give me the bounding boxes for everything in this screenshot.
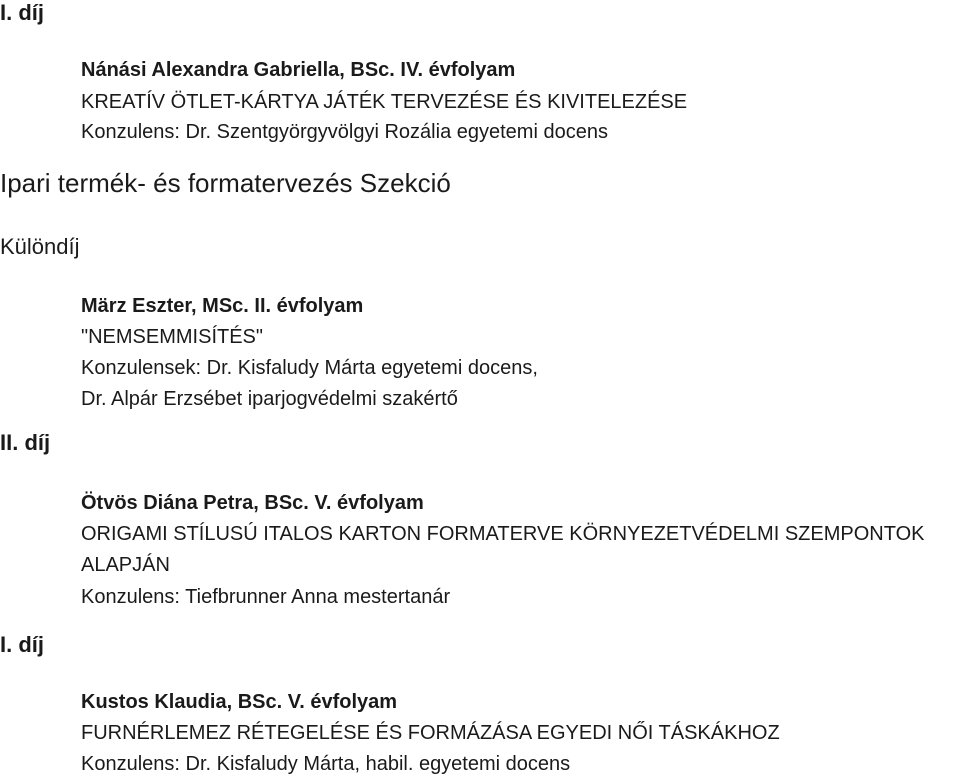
project-title: ORIGAMI STÍLUSÚ ITALOS KARTON FORMATERVE KÖRNYEZETVÉDELMI SZEMPONTOK (81, 523, 925, 545)
consultant: Konzulens: Dr. Kisfaludy Márta, habil. egyetemi docens (81, 753, 571, 775)
project-title-continued: ALAPJÁN (81, 554, 170, 576)
consultant: Konzulens: Tiefbrunner Anna mestertanár (81, 586, 451, 608)
consultant: Konzulensek: Dr. Kisfaludy Márta egyetemi docens, (81, 357, 538, 379)
project-title: "NEMSEMMISÍTÉS" (81, 326, 263, 348)
consultant: Konzulens: Dr. Szentgyörgyvölgyi Rozália egyetemi docens (81, 121, 608, 143)
award-label: II. díj (0, 430, 51, 455)
project-title: KREATÍV ÖTLET-KÁRTYA JÁTÉK TERVEZÉSE ÉS KIVITELEZÉSE (81, 91, 688, 113)
student-name: März Eszter, MSc. II. évfolyam (81, 295, 364, 317)
student-name: Ötvös Diána Petra, BSc. V. évfolyam (81, 492, 424, 514)
subsection-title: Különdíj (0, 234, 80, 259)
student-name: Nánási Alexandra Gabriella, BSc. IV. évfolyam (81, 59, 516, 81)
section-title: Ipari termék- és formatervezés Szekció (0, 168, 451, 198)
project-title: FURNÉRLEMEZ RÉTEGELÉSE ÉS FORMÁZÁSA EGYEDI NŐI TÁSKÁKHOZ (81, 722, 780, 744)
award-label: I. díj (0, 632, 44, 657)
student-name: Kustos Klaudia, BSc. V. évfolyam (81, 691, 398, 713)
award-label: I. díj (0, 0, 44, 25)
consultant-continued: Dr. Alpár Erzsébet iparjogvédelmi szakértő (81, 388, 458, 410)
